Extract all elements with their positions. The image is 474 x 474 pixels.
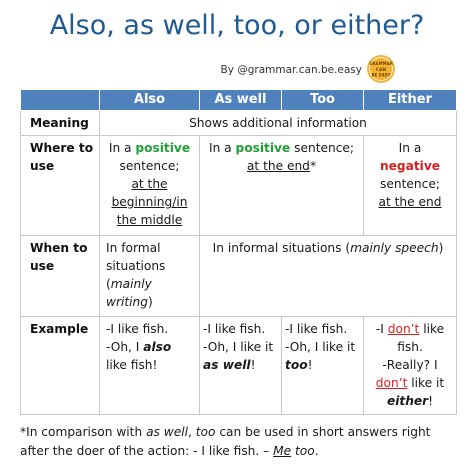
- positive-keyword: positive: [235, 141, 291, 155]
- footnote: [20, 423, 460, 461]
- footnote-line2: after the doer of the action: - I like fish. – Me too.: [20, 444, 319, 458]
- example-aswell-cell: [200, 317, 282, 415]
- example-too-line1: -I like fish.: [285, 322, 348, 336]
- when-also-line4: writing): [106, 295, 153, 309]
- example-either-line5: either!: [386, 394, 434, 408]
- row-label-when-line1: When to: [30, 241, 88, 255]
- table-row-example: [21, 317, 457, 415]
- where-aswell-line2: at the end*: [246, 159, 317, 173]
- meaning-cell: Shows additional information: [100, 111, 457, 136]
- where-aswell-too-cell: [200, 136, 364, 236]
- example-also-cell: [100, 317, 200, 415]
- header-either: Either: [364, 90, 457, 111]
- example-either-line1: -I don’t like: [375, 322, 445, 336]
- table-header-row: [21, 90, 457, 111]
- row-label-when-line2: use: [30, 259, 55, 273]
- header-also: Also: [100, 90, 200, 111]
- row-label-where-line1: Where to: [30, 141, 94, 155]
- row-label-example: Example: [21, 317, 100, 415]
- row-label-where-line2: use: [30, 159, 55, 173]
- where-also-line2: sentence;: [119, 159, 180, 173]
- when-also-line2: situations: [106, 259, 166, 273]
- example-either-line4: don’t like it: [375, 376, 445, 390]
- page-title: Also, as well, too, or either?: [49, 10, 425, 41]
- where-also-cell: [100, 136, 200, 236]
- table-row-when: [21, 236, 457, 317]
- example-too-line3: too!: [285, 358, 313, 372]
- example-aswell-line3: as well!: [203, 358, 256, 372]
- header-too: Too: [282, 90, 364, 111]
- header-blank: [21, 90, 100, 111]
- example-either-cell: [364, 317, 457, 415]
- row-label-where: [21, 136, 100, 236]
- example-either-line3: -Really? I: [382, 358, 438, 372]
- where-also-line1: In a positive: [108, 141, 191, 155]
- where-also-line5: the middle: [116, 213, 183, 227]
- when-also-line3: (mainly: [106, 277, 152, 291]
- logo-text-bottom: BE EASY: [371, 72, 391, 78]
- negative-keyword: negative: [379, 159, 441, 173]
- table-row-meaning: [21, 111, 457, 136]
- header-as-well: As well: [200, 90, 282, 111]
- logo-text-mid: CAN: [375, 68, 387, 73]
- byline: By @grammar.can.be.easy: [220, 64, 362, 76]
- where-either-line3: sentence;: [380, 177, 440, 191]
- logo-text-top: GRAMMAR: [369, 61, 393, 66]
- example-also-line1: -I like fish.: [106, 322, 169, 336]
- brand-logo-icon: [366, 54, 396, 84]
- example-too-cell: [282, 317, 364, 415]
- where-either-line4: at the end: [378, 195, 442, 209]
- table-row-where: [21, 136, 457, 236]
- example-also-line3: like fish!: [106, 358, 158, 372]
- where-aswell-line1: In a positive sentence;: [208, 141, 355, 155]
- example-aswell-line1: -I like fish.: [203, 322, 266, 336]
- when-also-line1: In formal: [106, 241, 161, 255]
- example-also-line2: -Oh, I also: [106, 340, 172, 354]
- when-others-cell: In informal situations (mainly speech): [200, 236, 457, 317]
- where-either-cell: [364, 136, 457, 236]
- example-too-line2: -Oh, I like it: [285, 340, 356, 354]
- where-either-line1: In a: [398, 141, 422, 155]
- row-label-when: [21, 236, 100, 317]
- usage-table: [20, 89, 457, 415]
- where-also-line4: beginning/in: [111, 195, 188, 209]
- row-label-meaning: Meaning: [21, 111, 100, 136]
- positive-keyword: positive: [135, 141, 191, 155]
- example-aswell-line2: -Oh, I like it: [203, 340, 274, 354]
- footnote-line1: *In comparison with as well, too can be used in short answers right: [20, 425, 431, 439]
- example-either-line2: fish.: [397, 340, 423, 354]
- where-also-line3: at the: [131, 177, 168, 191]
- when-also-cell: [100, 236, 200, 317]
